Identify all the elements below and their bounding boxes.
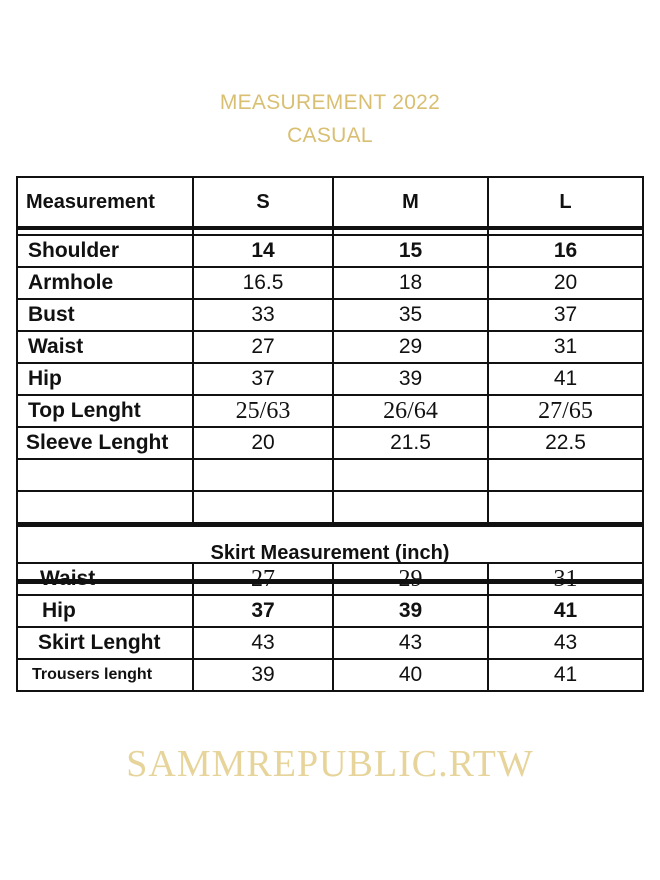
table-row (17, 595, 643, 627)
row-label: Shoulder (17, 235, 193, 267)
table-header-row (17, 177, 643, 228)
cell-m: 21.5 (333, 427, 488, 459)
cell-l: 16 (488, 235, 643, 267)
header-size-s: S (193, 177, 333, 228)
cell-m: 15 (333, 235, 488, 267)
cell-l: 37 (488, 299, 643, 331)
cell-s: 25/63 (193, 395, 333, 427)
cell-m: 35 (333, 299, 488, 331)
header-size-l: L (488, 177, 643, 228)
row-label: Trousers lenght (17, 659, 193, 691)
cell-s: 14 (193, 235, 333, 267)
cell-m: 40 (333, 659, 488, 691)
table-row (17, 395, 643, 427)
table-row (17, 563, 643, 595)
cell-s: 16.5 (193, 267, 333, 299)
row-label: Skirt Lenght (17, 627, 193, 659)
cell-s: 39 (193, 659, 333, 691)
row-label: Waist (17, 331, 193, 363)
cell-l: 43 (488, 627, 643, 659)
header-measurement: Measurement (17, 177, 193, 228)
skirt-section-title: Skirt Measurement (inch) (17, 525, 643, 582)
page-title: MEASUREMENT 2022 (219, 91, 441, 114)
measurement-table (16, 176, 644, 584)
table-row (17, 659, 643, 691)
row-label: Hip (17, 363, 193, 395)
cell-m: 43 (333, 627, 488, 659)
row-label: Top Lenght (17, 395, 193, 427)
row-label: Waist (17, 563, 193, 595)
cell-l: 31 (488, 331, 643, 363)
table-row (17, 235, 643, 267)
cell-s: 43 (193, 627, 333, 659)
empty-row (17, 459, 643, 491)
empty-row (17, 491, 643, 525)
cell-m: 39 (333, 595, 488, 627)
cell-s: 37 (193, 363, 333, 395)
cell-l: 41 (488, 659, 643, 691)
table-row (17, 427, 643, 459)
cell-l: 22.5 (488, 427, 643, 459)
cell-l: 27/65 (488, 395, 643, 427)
header-size-m: M (333, 177, 488, 228)
cell-m: 26/64 (333, 395, 488, 427)
skirt-measurement-table (16, 562, 644, 692)
row-label: Bust (17, 299, 193, 331)
table-row (17, 627, 643, 659)
cell-m: 39 (333, 363, 488, 395)
cell-m: 18 (333, 267, 488, 299)
cell-m: 29 (333, 331, 488, 363)
cell-l: 31 (488, 563, 643, 595)
row-label: Hip (17, 595, 193, 627)
table-row (17, 267, 643, 299)
table-row (17, 299, 643, 331)
row-label: Sleeve Lenght (17, 427, 193, 459)
cell-l: 20 (488, 267, 643, 299)
cell-s: 37 (193, 595, 333, 627)
cell-l: 41 (488, 363, 643, 395)
cell-s: 33 (193, 299, 333, 331)
cell-s: 27 (193, 563, 333, 595)
brand-watermark: SAMMREPUBLIC.RTW (126, 743, 534, 785)
page-subtitle: CASUAL (287, 124, 373, 147)
cell-s: 27 (193, 331, 333, 363)
cell-l: 41 (488, 595, 643, 627)
row-label: Armhole (17, 267, 193, 299)
cell-s: 20 (193, 427, 333, 459)
cell-m: 29 (333, 563, 488, 595)
table-row (17, 331, 643, 363)
table-divider (17, 228, 643, 235)
table-row (17, 363, 643, 395)
